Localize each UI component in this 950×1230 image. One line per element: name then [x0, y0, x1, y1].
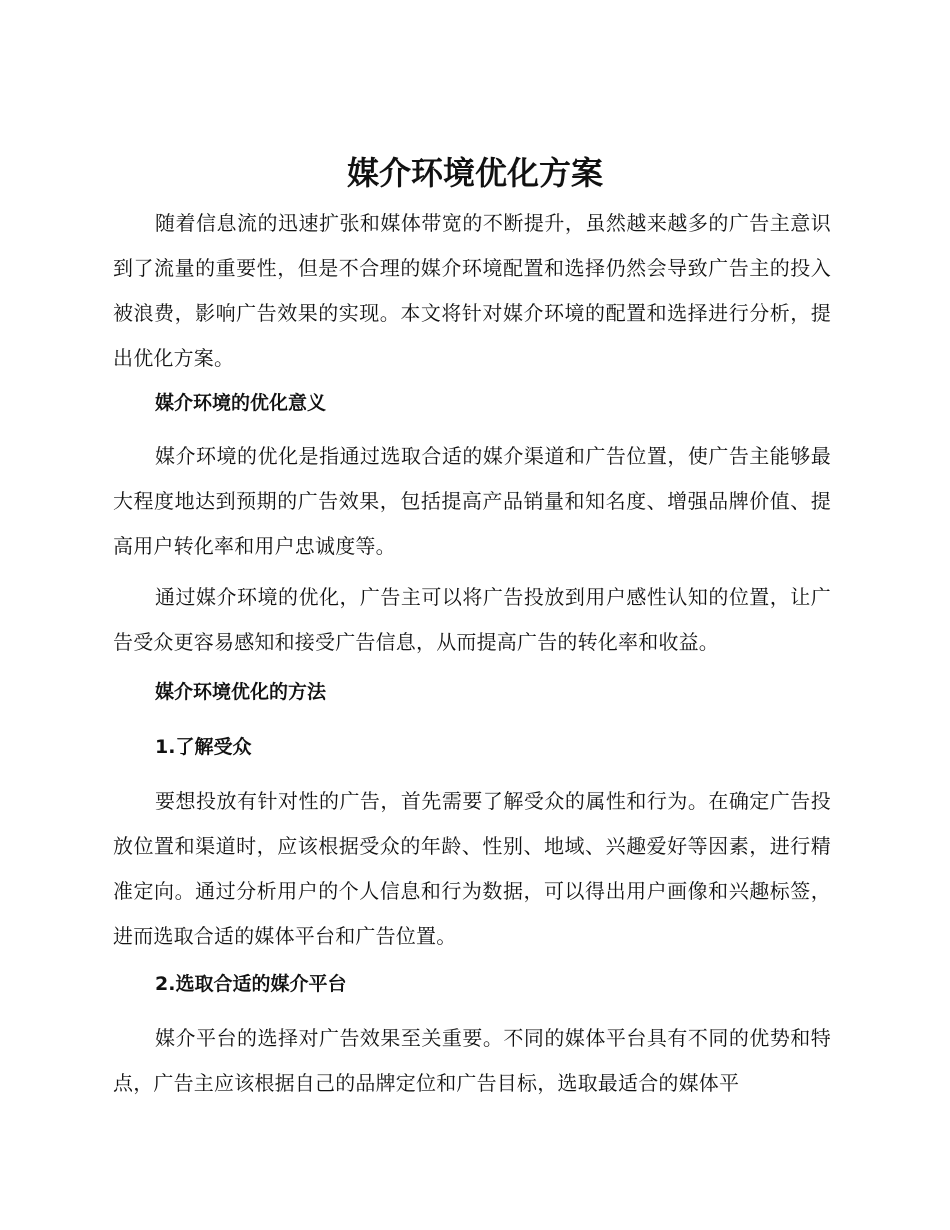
document-title: 媒介环境优化方案	[346, 154, 603, 192]
subheading-choose-platform: 2.选取合适的媒介平台	[155, 973, 347, 995]
platform-paragraph: 媒介平台的选择对广告效果至关重要。不同的媒体平台具有不同的优势和特点，广告主应该根据自己的品牌定位和广告目标，选取最适合的媒体平	[113, 1026, 831, 1095]
significance-paragraph-1: 媒介环境的优化是指通过选取合适的媒介渠道和广告位置，使广告主能够最大程度地达到预期的广告效果，包括提高产品销量和知名度、增强品牌价值、提高用户转化率和用户忠诚度等。	[113, 444, 831, 558]
subheading-understand-audience: 1.了解受众	[155, 736, 252, 758]
intro-paragraph: 随着信息流的迅速扩张和媒体带宽的不断提升，虽然越来越多的广告主意识到了流量的重要性，但是不合理的媒介环境配置和选择仍然会导致广告主的投入被浪费，影响广告效果的实现。本文将针对媒介环境的配置和选择进行分析，提出优化方案。	[113, 211, 831, 370]
audience-paragraph: 要想投放有针对性的广告，首先需要了解受众的属性和行为。在确定广告投放位置和渠道时，应该根据受众的年龄、性别、地域、兴趣爱好等因素，进行精准定向。通过分析用户的个人信息和行为数据，可以得出用户画像和兴趣标签，进而选取合适的媒体平台和广告位置。	[113, 789, 831, 948]
significance-paragraph-2: 通过媒介环境的优化，广告主可以将广告投放到用户感性认知的位置，让广告受众更容易感知和接受广告信息，从而提高广告的转化率和收益。	[113, 585, 831, 654]
section-heading-significance: 媒介环境的优化意义	[155, 392, 327, 414]
section-heading-methods: 媒介环境优化的方法	[155, 681, 327, 703]
